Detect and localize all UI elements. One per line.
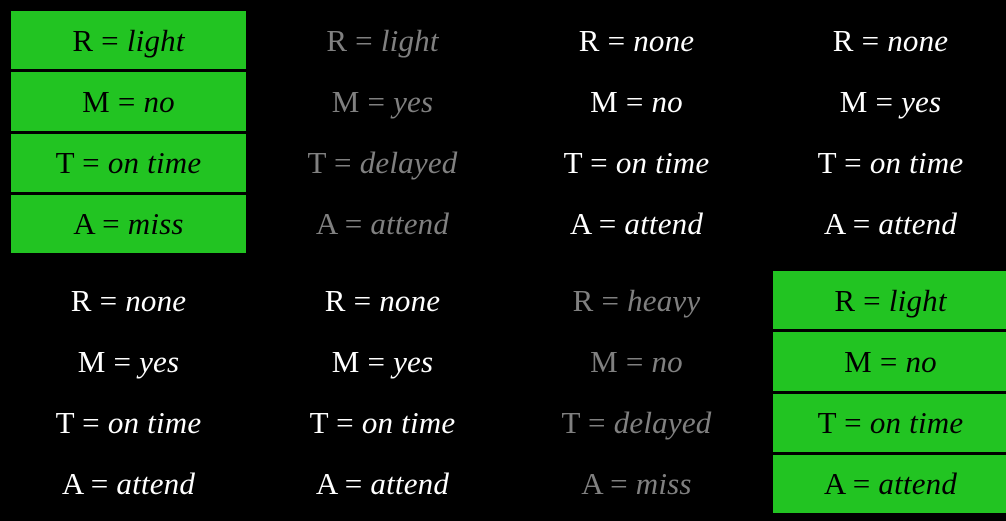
variable-label: M [82,83,110,119]
variable-label: M [844,343,872,379]
world-card-row [265,134,500,195]
world-card-row [265,394,500,455]
assignment-text [70,282,187,318]
variable-label: M [331,343,360,379]
assignment-text [55,405,202,441]
world-card-row [519,271,754,332]
variable-label: M [77,343,106,379]
equals-sign: = [344,466,363,502]
assignment-text [73,206,184,242]
variable-value: no [651,83,683,119]
variable-value: attend [370,206,450,242]
variable-label: A [823,466,845,502]
variable-label: R [72,22,94,58]
assignment-text [581,466,692,502]
equals-sign: = [590,145,608,181]
equals-sign: = [844,405,862,441]
variable-label: T [563,145,583,181]
assignment-text [315,466,450,502]
world-card[interactable] [8,268,249,516]
variable-label: T [309,405,329,441]
assignment-text [77,343,180,379]
world-card-row [519,332,754,393]
variable-label: R [834,282,856,318]
variable-value: no [651,343,683,379]
variable-value: attend [624,206,704,242]
equals-sign: = [607,22,626,58]
assignment-text [832,22,949,58]
world-card-row [773,195,1006,253]
equals-sign: = [852,466,871,502]
assignment-text [315,206,450,242]
world-card-row [773,134,1006,195]
world-card[interactable] [8,8,249,256]
variable-label: R [326,22,348,58]
variable-value: yes [393,83,434,119]
assignment-text [569,206,704,242]
equals-sign: = [588,405,606,441]
equals-sign: = [863,282,881,318]
world-card-row [519,195,754,253]
world-card-row [773,332,1006,393]
world-card-row [773,271,1006,332]
variable-label: T [817,405,837,441]
equals-sign: = [113,343,132,379]
world-card-row [11,195,246,253]
world-card-row [265,455,500,513]
equals-sign: = [861,22,880,58]
world-card-row [265,271,500,332]
equals-sign: = [852,206,871,242]
variable-value: on time [107,405,202,441]
variable-value: miss [127,206,184,242]
variable-label: R [324,282,346,318]
variable-value: none [125,282,187,318]
variable-value: attend [116,466,196,502]
equals-sign: = [99,282,118,318]
world-card[interactable] [262,8,503,256]
world-card[interactable] [516,268,757,516]
assignment-text [823,466,958,502]
equals-sign: = [879,343,898,379]
variable-value: none [633,22,695,58]
variable-label: A [61,466,83,502]
world-card-row [519,455,754,513]
assignment-text [309,405,456,441]
variable-label: T [307,145,327,181]
world-card[interactable] [770,8,1006,256]
variable-label: M [839,83,868,119]
assignment-text [61,466,196,502]
variable-label: R [578,22,600,58]
variable-label: M [590,343,618,379]
world-card-row [265,11,500,72]
equals-sign: = [367,83,386,119]
equals-sign: = [334,145,352,181]
assignment-text [72,22,185,58]
assignment-text [307,145,458,181]
assignment-text [572,282,701,318]
variable-label: A [569,206,591,242]
variable-label: M [331,83,360,119]
variable-label: T [55,145,75,181]
variable-value: yes [139,343,180,379]
world-card-row [11,455,246,513]
world-card-row [11,72,246,133]
equals-sign: = [367,343,386,379]
assignment-text [817,405,964,441]
variable-value: yes [393,343,434,379]
assignment-text [563,145,710,181]
world-card-row [11,134,246,195]
variable-value: on time [107,145,202,181]
assignment-text [844,343,937,379]
variable-value: attend [878,466,958,502]
equals-sign: = [355,22,373,58]
variable-value: attend [370,466,450,502]
variable-value: miss [635,466,692,502]
world-card-row [265,332,500,393]
equals-sign: = [101,22,119,58]
variable-label: A [581,466,603,502]
equals-sign: = [82,145,100,181]
variable-value: on time [869,145,964,181]
world-card-row [11,271,246,332]
variable-label: A [73,206,95,242]
assignment-text [55,145,202,181]
world-card-row [519,394,754,455]
world-card-row [773,394,1006,455]
equals-sign: = [336,405,354,441]
world-card-row [519,134,754,195]
assignment-text [590,83,683,119]
assignment-text [331,343,434,379]
assignment-text [324,282,441,318]
variable-label: M [590,83,618,119]
assignment-text [839,83,942,119]
variable-label: T [55,405,75,441]
variable-value: none [887,22,949,58]
variable-value: light [888,282,947,318]
world-card[interactable] [262,268,503,516]
variable-label: R [70,282,92,318]
assignment-text [823,206,958,242]
equals-sign: = [117,83,136,119]
variable-label: T [561,405,581,441]
variable-label: R [832,22,854,58]
equals-sign: = [601,282,620,318]
assignment-text [578,22,695,58]
equals-sign: = [625,83,644,119]
world-card-row [773,455,1006,513]
variable-value: on time [615,145,710,181]
variable-value: light [380,22,439,58]
world-card[interactable] [516,8,757,256]
variable-label: A [315,206,337,242]
variable-label: T [817,145,837,181]
variable-value: on time [869,405,964,441]
equals-sign: = [82,405,100,441]
variable-value: none [379,282,441,318]
equals-sign: = [875,83,894,119]
equals-sign: = [102,206,120,242]
variable-value: heavy [627,282,701,318]
variable-value: yes [901,83,942,119]
assignment-text [82,83,175,119]
equals-sign: = [598,206,617,242]
equals-sign: = [344,206,363,242]
world-card-row [519,11,754,72]
equals-sign: = [844,145,862,181]
assignment-text [331,83,434,119]
assignment-text [817,145,964,181]
variable-label: R [572,282,594,318]
world-card-row [11,332,246,393]
equals-sign: = [90,466,109,502]
assignment-text [326,22,439,58]
world-card[interactable] [770,268,1006,516]
variable-value: on time [361,405,456,441]
variable-label: A [823,206,845,242]
world-card-row [265,195,500,253]
equals-sign: = [610,466,628,502]
assignment-text [590,343,683,379]
variable-value: delayed [613,405,712,441]
assignment-text [561,405,712,441]
variable-label: A [315,466,337,502]
variable-value: no [905,343,937,379]
world-card-row [773,11,1006,72]
variable-value: light [126,22,185,58]
variable-value: attend [878,206,958,242]
world-card-row [11,11,246,72]
variable-value: delayed [359,145,458,181]
world-card-row [265,72,500,133]
assignment-text [834,282,947,318]
world-card-row [773,72,1006,133]
world-card-row [519,72,754,133]
variable-value: no [143,83,175,119]
equals-sign: = [625,343,644,379]
equals-sign: = [353,282,372,318]
world-card-row [11,394,246,455]
